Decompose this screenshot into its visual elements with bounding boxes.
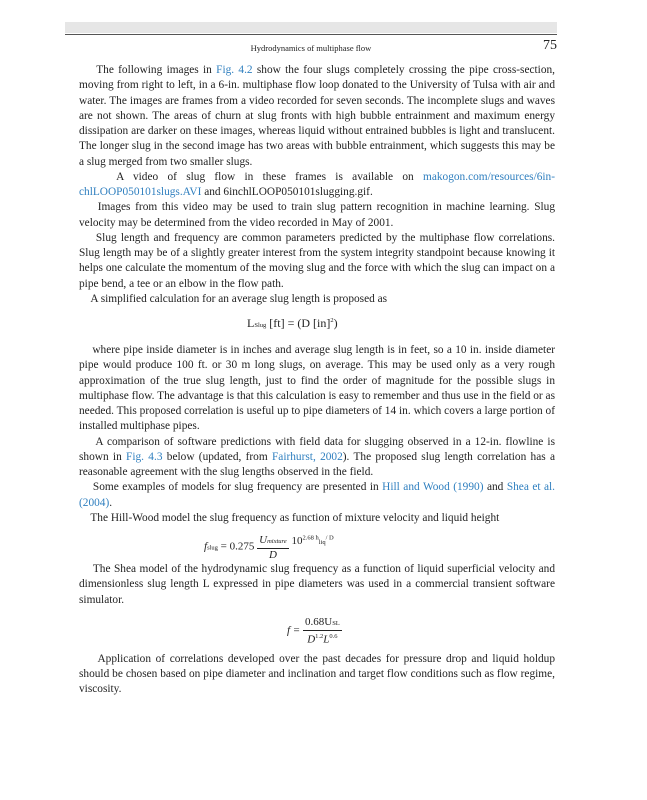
paragraph-11: Application of correlations developed over the past decades for pressure drop and liquid holdup should be chosen based on pipe diameter and inclination and target flow conditions such as flow regime, viscosity. [79,652,555,696]
equation-slug-length: LSlug [ft] = (D [in]$^2$) [247,316,338,330]
paragraph-9: The Hill-Wood model the slug frequency as function of mixture velocity and liquid height [90,511,500,524]
running-head [65,38,557,55]
equation-hill-wood: fslug = 0.275 $\frac{\text{Umixture}}{D}$ $10^{2.68 h}liq^{/ D}$ [204,533,334,561]
paragraph-7: A comparison of software predictions with field data for slugging observed in a 12-in. flowline is shown in Fig. 4.3 below (updated, from Fairhurst, 2002). The proposed slug length correlation has a reasonable agreement with the slug lengths observed in the field. [79,435,556,478]
paragraph-6: where pipe inside diameter is in inches and average slug length is in feet, so a 10 in. inside diameter pipe would produce 100 ft. or 30 m long slugs, on average. This may be used only as a very rough approximation of the true slug length, just to find the order of magnitude for the possible slugs in multiphase flow. The advantage is that this calculation is easy to remember and thus use in the field or as needed. This proposed correlation is useful up to pipe diameters of 14 in. which covers a large portion of installed multiphase pipes. [79,344,556,433]
video-link[interactable]: makogon.com/resources/6in-chlLOOP050101slugs.AVI [79,170,556,198]
paragraph-10: The Shea model of the hydrodynamic slug frequency as a function of liquid superficial velocity and dimensionless slug length L expressed in pipe diameters was used in a commercial transient software simulator. [79,563,556,606]
hill-wood-fraction: $\frac{\text{Umixture}}{D}$ [259,533,287,561]
hill-wood-link[interactable]: Hill and Wood (1990) [382,481,484,494]
page-number: 75 [543,38,557,53]
shea-link[interactable]: Shea et al. (2004) [79,481,556,509]
fig-4-3-link[interactable]: Fig. 4.3 [126,450,163,463]
paragraph-5: A simplified calculation for an average slug length is proposed as [90,292,388,305]
fairhurst-link[interactable]: Fairhurst, 2002 [271,450,343,463]
paragraph-8: Some examples of models for slug frequency are presented in Hill and Wood (1990) and Shea et al. (2004). [79,481,556,509]
paragraph-3: Images from this video may be used to train slug pattern recognition in machine learning. Slug velocity may be determined from the video recorded in May of 2001. [79,201,555,229]
paragraph-2: A video of slug flow in these frames is available on makogon.com/resources/6in-chlLOOP050101slugs.AVI and 6inchlLOOP050101slugging.gif. [79,170,556,198]
top-bar [65,22,557,33]
header-rule [65,34,557,35]
paragraph-4: Slug length and frequency are common parameters predicted by the multiphase flow correlations. Slug length may be of a slightly greater interest from the system integrity standpoint because knowing it helps one calculate the momentum of the moving slug and the force with which the slug can impact on a pipe bend, a tee or an elbow in the flow path. [79,231,556,290]
paragraph-1: The following images in Fig. 4.2 show the four slugs completely crossing the pipe cross-section, moving from right to left, in a 6-in. multiphase flow loop donated to the University of Tulsa with air and water. The images are frames from a video recorded for seven seconds. The incomplete slugs and waves are not shown. The areas of churn at slug fronts with high bubble entrainment and maximum energy dissipation are darker on these images, whereas liquid without entrained bubbles is light and translucent. The longer slug in the second image has two areas with bubble entrainment, which suggests this may be a slug merged from two smaller slugs. [79,64,556,168]
page-body [79,63,555,698]
shea-fraction: $\frac{\text{0.68USL}}{D^{1.2}L^{0.6}}$ [304,615,340,646]
running-title: Hydrodynamics of multiphase flow [250,43,372,53]
equation-shea: f = $\frac{\text{0.68USL}}{D^{1.2}L^{0.6}}$ [287,615,340,646]
fig-4-2-link[interactable]: Fig. 4.2 [216,64,253,76]
